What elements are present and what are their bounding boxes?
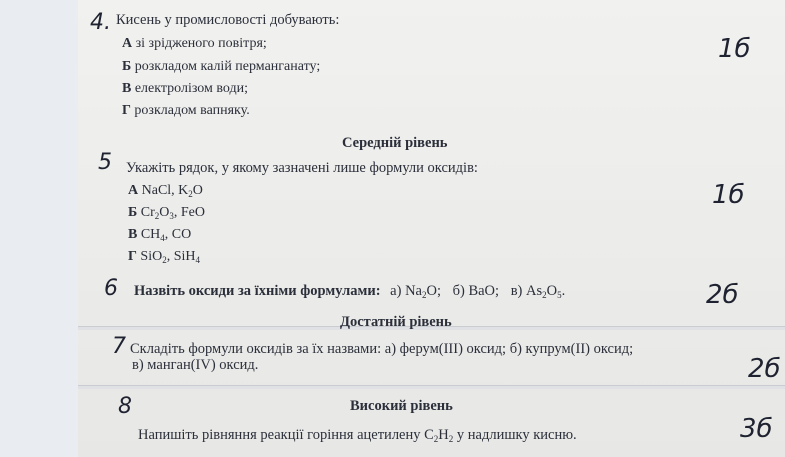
q8-score: 3б (740, 414, 773, 444)
q7-question-line2: в) манган(IV) оксид. (132, 357, 259, 373)
q4-option-b: Б розкладом калій перманганату; (122, 59, 321, 74)
q5-option-a: А NaCl, $K_2O$ (128, 183, 203, 199)
paper-divider (78, 385, 785, 389)
q6-score: 2б (706, 280, 739, 310)
q4-option-d: Г розкладом вапняку. (122, 103, 250, 118)
q5-hand-number: 5 (98, 150, 112, 175)
q7-score: 2б (748, 354, 781, 384)
q4-hand-number: 4. (90, 10, 111, 35)
level-high-heading: Високий рівень (350, 398, 453, 414)
q5-question: Укажіть рядок, у якому зазначені лише формули оксидів: (126, 160, 478, 176)
q4-question: Кисень у промисловості добувають: (116, 12, 340, 28)
q5-option-b: Б $Cr_2O_3$, FeO (128, 205, 206, 221)
q4-score: 1б (718, 34, 751, 64)
q5-score: 1б (712, 180, 745, 210)
q6-question: Назвіть оксиди за їхніми формулами: а) $Na_2O$; б) BaO; в) $As_2O_5$. (134, 283, 566, 300)
q4-option-c: В електролізом води; (122, 81, 249, 96)
q8-hand-number: 8 (118, 394, 132, 419)
q7-hand-number: 7 (112, 334, 126, 359)
q5-option-d: Г SiO$_2$, SiH$_4$ (128, 249, 201, 265)
q4-option-a: А зі зрідженого повітря; (122, 36, 267, 51)
level-sufficient-heading: Достатній рівень (340, 314, 452, 330)
q6-hand-number: 6 (104, 276, 118, 301)
q8-question: Напишіть рівняння реакції горіння ацетилену $C_2H_2$ у надлишку кисню. (138, 427, 577, 444)
q5-option-c: В $CH_4$, CO (128, 227, 192, 243)
q7-question-line1: Складіть формули оксидів за їх назвами: а) ферум(ІІІ) оксид; б) купрум(ІІ) оксид; (130, 341, 634, 357)
level-middle-heading: Середній рівень (342, 135, 448, 151)
